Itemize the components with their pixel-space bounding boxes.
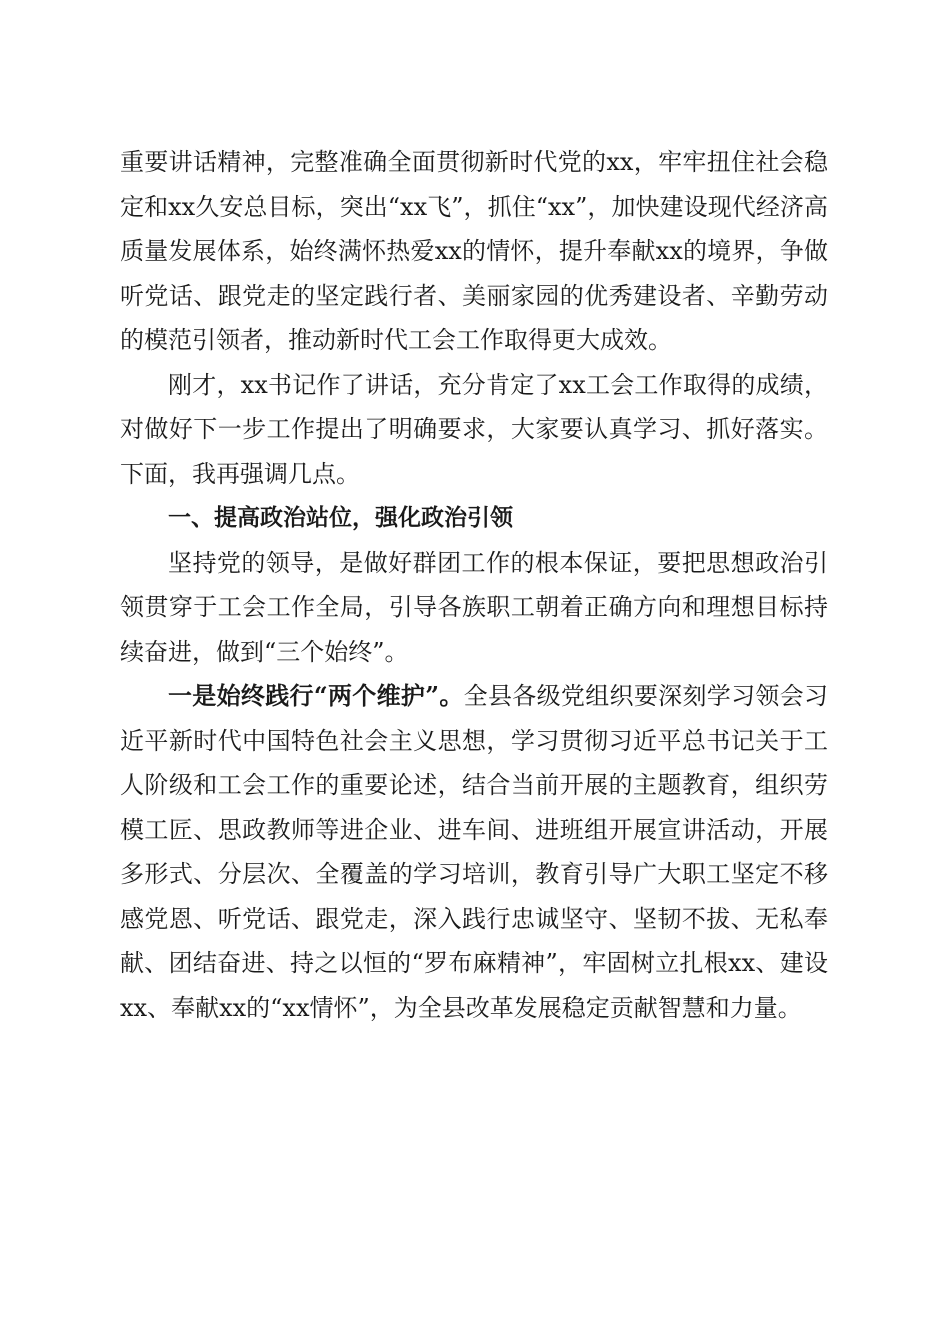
paragraph-party-leadership: 坚持党的领导，是做好群团工作的根本保证，要把思想政治引领贯穿于工会工作全局，引导各族职工朝着正确方向和理想目标持续奋进，做到“三个始终”。 <box>120 548 828 666</box>
section-heading-1: 一、提高政治站位，强化政治引领 <box>168 505 513 531</box>
paragraph-body-text: 全县各级党组织要深刻学习领会习近平新时代中国特色社会主义思想，学习贯彻习近平总书记关于工人阶级和工会工作的重要论述，结合当前开展的主题教育，组织劳模工匠、思政教师等进企业、进车间、进班组开展宣讲活动，开展多形式、分层次、全覆盖的学习培训，教育引导广大职工坚定不移感党恩、听党话、跟党走，深入践行忠诚坚守、坚韧不拔、无私奉献、团结奋进、持之以恒的“罗布麻精神”，牢固树立扎根xx、建设xx、奉献xx的“xx情怀”，为全县改革发展稳定贡献智慧和力量。 <box>120 682 829 1022</box>
paragraph-secretary-speech: 刚才，xx书记作了讲话，充分肯定了xx工会工作取得的成绩，对做好下一步工作提出了明确要求，大家要认真学习、抓好落实。下面，我再强调几点。 <box>120 370 828 488</box>
paragraph-two-safeguards <box>120 674 828 1030</box>
paragraph-lead-phrase: 一是始终践行“两个维护”。 <box>168 681 464 710</box>
document-body <box>120 140 828 1030</box>
paragraph-continuation: 重要讲话精神，完整准确全面贯彻新时代党的xx，牢牢扭住社会稳定和xx久安总目标，突出“xx飞”，抓住“xx”，加快建设现代经济高质量发展体系，始终满怀热爱xx的情怀，提升奉献xx的境界，争做听党话、跟党走的坚定践行者、美丽家园的优秀建设者、辛勤劳动的模范引领者，推动新时代工会工作取得更大成效。 <box>120 148 828 354</box>
